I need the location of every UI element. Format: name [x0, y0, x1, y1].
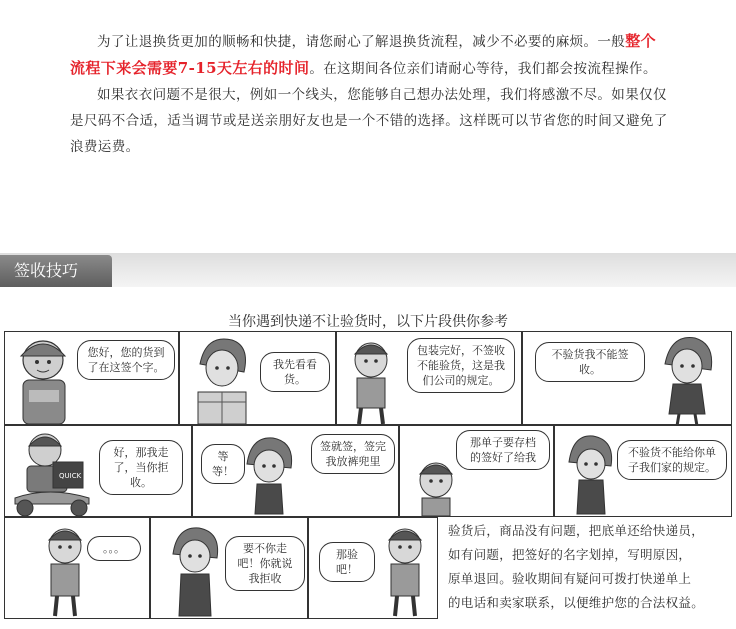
courier-figure — [35, 520, 95, 618]
panel-11 — [308, 517, 438, 619]
customer-figure — [233, 428, 313, 517]
bubble-2: 我先看看货。 — [260, 352, 330, 392]
bubble-4: 不验货我不能签收。 — [535, 342, 645, 382]
bubble-9: 不验货不能给你单子我们家的规定。 — [617, 440, 727, 480]
section-title: 签收技巧 — [0, 255, 112, 287]
customer-figure — [653, 334, 723, 425]
explanation-line: 如有问题，把签好的名字划掉，写明原因， — [448, 547, 692, 562]
intro-paragraph-2: 如果衣衣问题不是很大，例如一个线头，您能够自己想办法处理，我们将感激不尽。如果仅仅是尺码不合适，适当调节或是送亲朋好友也是一个不错的选择。这样既可以节省您的时间又避免了浪费运费。 — [70, 87, 668, 155]
explanation-line: 验货后，商品没有问题，把底单还给快递员， — [448, 523, 705, 538]
panel-2 — [179, 331, 336, 425]
explanation-line: 的电话和卖家联系，以便维护您的合法权益。 — [448, 595, 705, 610]
courier-figure — [341, 334, 401, 425]
bubble-6: 等等！ — [201, 444, 245, 484]
scooter-logo: QUICK — [59, 472, 82, 480]
intro-paragraph-1: 为了让退换货更加的顺畅和快捷，请您耐心了解退换货流程，减少不必要的麻烦。一般整个流程下来会需要7-15天左右的时间。在这期间各位亲们请耐心等待，我们都会按流程操作。 — [70, 32, 657, 77]
bubble-8: 那单子要存档的签好了给我 — [456, 430, 550, 470]
panel-8 — [554, 425, 732, 517]
comic-title: 当你遇到快递不让验货时，以下片段供你参考 — [228, 314, 508, 330]
customer-figure — [161, 520, 231, 618]
explanation-text — [448, 519, 732, 615]
panel-3 — [336, 331, 522, 425]
panel-1 — [4, 331, 179, 425]
customer-figure — [186, 334, 266, 425]
panel-10 — [150, 517, 308, 619]
panel-9 — [4, 517, 150, 619]
intro-text — [70, 28, 670, 160]
comic-strip — [4, 303, 732, 623]
bubble-7: 签就签，签完我放裤兜里 — [311, 434, 395, 474]
courier-figure — [375, 520, 435, 618]
bubble-3: 包装完好，不签收不能验货，这是我们公司的规定。 — [407, 338, 515, 393]
scooter-courier — [9, 428, 99, 517]
bubble-1: 您好，您的货到了在这签个字。 — [77, 340, 175, 380]
panel-6 — [192, 425, 399, 517]
explanation-line: 原单退回。验收期间有疑问可拨打快递单上 — [448, 571, 692, 586]
panel-7 — [399, 425, 554, 517]
bubble-11: 要不你走吧！你就说我拒收 — [225, 536, 305, 591]
bubble-5: 好，那我走了，当你拒收。 — [99, 440, 183, 495]
highlight-duration: 整个流程下来会需要7-15天左右的时间 — [70, 32, 657, 77]
courier-figure — [9, 334, 79, 425]
panel-4 — [522, 331, 732, 425]
bubble-10: 。。。 — [87, 536, 141, 561]
panel-5 — [4, 425, 192, 517]
customer-figure — [561, 428, 621, 516]
courier-figure — [406, 456, 466, 516]
bubble-12: 那验吧！ — [319, 542, 375, 582]
